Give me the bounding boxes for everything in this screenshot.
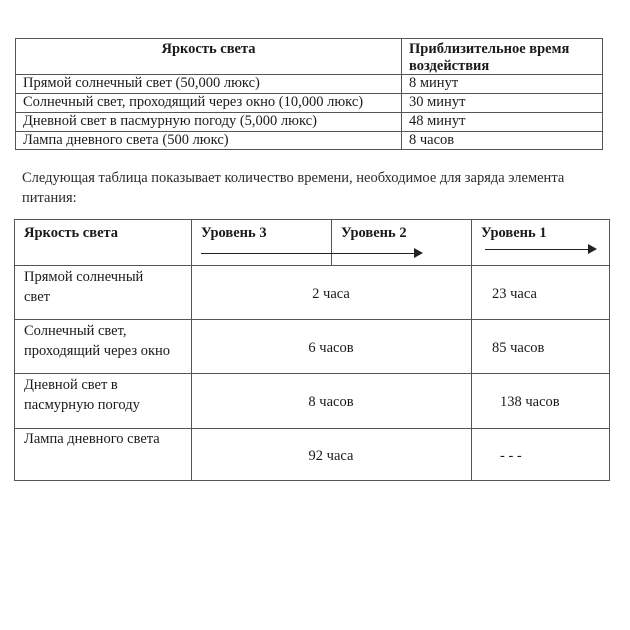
table-row-brightness bbox=[24, 267, 143, 307]
column-divider bbox=[401, 39, 402, 149]
header-level-1: Уровень 1 bbox=[481, 225, 547, 241]
header-exposure-time-line2: воздействия bbox=[409, 58, 490, 74]
table-row-levels-3-2: 6 часов bbox=[308, 340, 354, 356]
brightness-line: Дневной свет в bbox=[24, 377, 118, 393]
header-brightness: Яркость света bbox=[161, 41, 256, 57]
table-row-brightness bbox=[24, 429, 160, 449]
header-exposure-time-line1: Приблизительное время bbox=[409, 41, 570, 57]
brightness-line: свет bbox=[24, 289, 50, 305]
table-row-level-1: - - - bbox=[500, 448, 522, 464]
charging-time-table bbox=[14, 219, 610, 481]
table-row-level-1: 85 часов bbox=[492, 340, 545, 356]
table-row-levels-3-2: 92 часа bbox=[308, 448, 354, 464]
header-level-2: Уровень 2 bbox=[341, 225, 407, 241]
brightness-line: Солнечный свет, bbox=[24, 323, 127, 339]
table-row-brightness bbox=[24, 375, 140, 415]
paragraph-line: питания: bbox=[22, 190, 77, 206]
column-divider bbox=[471, 220, 472, 480]
table-row-brightness bbox=[24, 321, 170, 361]
row-divider bbox=[15, 319, 609, 320]
brightness-line: Прямой солнечный bbox=[24, 269, 144, 285]
table-row-brightness: Солнечный свет, проходящий через окно (10,000 люкс) bbox=[23, 94, 364, 110]
brightness-line: Лампа дневного света bbox=[24, 431, 160, 447]
table-row-level-1: 138 часов bbox=[500, 394, 560, 410]
brightness-line: проходящий через окно bbox=[24, 343, 171, 359]
header-brightness: Яркость света bbox=[24, 225, 119, 241]
exposure-time-table bbox=[15, 38, 603, 150]
row-divider bbox=[15, 373, 609, 374]
table-row-time: 8 часов bbox=[409, 132, 455, 148]
column-divider bbox=[331, 220, 332, 265]
table-row-level-1: 23 часа bbox=[492, 286, 537, 302]
brightness-line: пасмурную погоду bbox=[24, 397, 140, 413]
table-row-levels-3-2: 8 часов bbox=[308, 394, 354, 410]
arrow-right-icon bbox=[201, 253, 421, 254]
arrow-right-icon bbox=[485, 249, 595, 250]
table-row-time: 48 минут bbox=[409, 113, 466, 129]
paragraph-line: Следующая таблица показывает количество времени, необходимое для заряда элемента bbox=[22, 170, 565, 186]
table-row-levels-3-2: 2 часа bbox=[312, 286, 350, 302]
table-row-time: 30 минут bbox=[409, 94, 466, 110]
table-row-brightness: Прямой солнечный свет (50,000 люкс) bbox=[23, 75, 260, 91]
header-level-3: Уровень 3 bbox=[201, 225, 267, 241]
intro-paragraph bbox=[22, 168, 612, 208]
table-row-brightness: Лампа дневного света (500 люкс) bbox=[23, 132, 229, 148]
row-divider bbox=[15, 265, 609, 266]
table-row-time: 8 минут bbox=[409, 75, 459, 91]
table-row-brightness: Дневной свет в пасмурную погоду (5,000 люкс) bbox=[23, 113, 317, 129]
